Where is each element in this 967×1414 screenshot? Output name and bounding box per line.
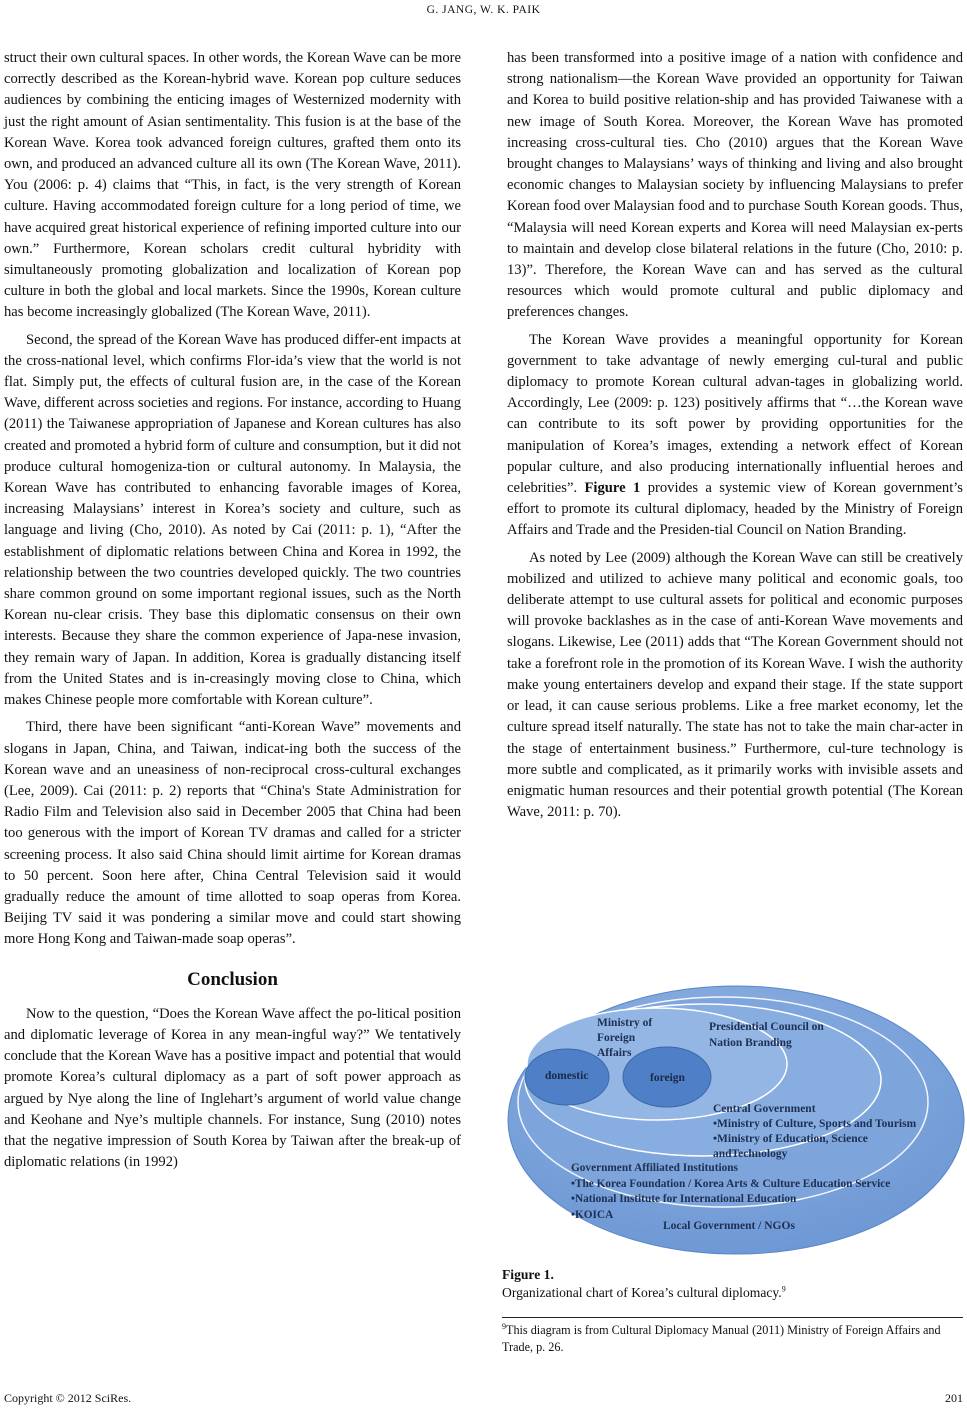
label-ministry-line3: Affairs	[597, 1047, 632, 1059]
footnote-mark: 9	[502, 1321, 506, 1331]
footnote	[502, 1322, 962, 1356]
label-local-government: Local Government / NGOs	[663, 1220, 795, 1232]
paragraph: Now to the question, “Does the Korean Wave affect the po-litical position and diplomatic leverage of Korea in any mean-ingful way?” We tentatively conclude that the Korean Wave has a positive impact and potential that would promote Korea’s cultural diplomacy as a part of soft power approach as argued by Nye along the line of Inglehart’s argument of world value change and Keohane and Nye’s multiple channels. For instance, Sung (2010) notes that the negative impression of South Korea by Taiwan after the break-up of diplomatic relations (in 1992)	[4, 1005, 461, 1171]
paragraph-text: provides a systemic view of Korean government’s effort to promote its cultural diplomacy, headed by the Ministry of Foreign Affairs and Trade and the Presiden-tial Council on Nation Branding.	[507, 480, 963, 539]
label-central-government	[713, 1102, 916, 1162]
paragraph: struct their own cultural spaces. In other words, the Korean Wave can be more correctly described as the Korean-hybrid wave. Korean pop culture seduces audiences by combining the enticing images of Westernized modernity with just the right amount of Asian sentimentality. This fusion is at the base of the Korean Wave. Korea took advanced foreign cultures, grafted them onto its own, and produced an advanced culture all its own (The Korean Wave, 2011). You (2006: p. 4) claims that “This, in fact, is the very strength of Korean culture. Having accommodated foreign culture for a long period of time, we have acquired great historical experience of refining imported culture into our own.” Furthermore, Korean scholars credit cultural hybridity with simultaneously promoting globalization and localization of Korean pop culture in both the global and local markets. Since the 1990s, Korean culture has become increasingly globalized (The Korean Wave, 2011).	[4, 50, 461, 321]
right-column	[507, 48, 963, 823]
caption-text-line	[502, 1284, 962, 1302]
footnote-divider	[502, 1317, 963, 1318]
label-domestic: domestic	[545, 1070, 589, 1082]
label-ministry-line1: Ministry of	[597, 1017, 653, 1029]
central-item: •Ministry of Culture, Sports and Tourism	[713, 1118, 917, 1130]
copyright: Copyright © 2012 SciRes.	[4, 1391, 132, 1405]
caption-title: Figure 1.	[502, 1267, 554, 1282]
affiliated-title: Government Affiliated Institutions	[571, 1162, 738, 1174]
paragraph	[507, 330, 963, 542]
caption-note-mark: 9	[781, 1284, 786, 1294]
figure-reference: Figure 1	[584, 480, 641, 497]
section-heading: Conclusion	[187, 968, 278, 990]
page-footer	[4, 1391, 963, 1406]
paragraph: has been transformed into a positive image of a nation with confidence and strong nationalism—the Korean Wave provided an opportunity for Taiwan and Korea to build positive relation-ship and has provided Taiwanese with a new image of South Korea. Moreover, the Korean Wave has promoted increasing cross-cultural ties. Cho (2010) argues that the Korean Wave brought changes to Malaysians’ ways of thinking and living and also brought economic changes to Malaysian society by influencing Malaysians to prefer Korean food over Malaysian food and to purchase South Korean goods. Thus, “Malaysia will need Korean experts and Korea will need Malaysian ex-perts to maintain and develop close bilateral relations in the future (Cho, 2010: p. 13)”. Therefore, the Korean Wave can and has served as the cultural resources which would promote cultural and public diplomacy and preferences changes.	[507, 50, 963, 321]
caption-text: Organizational chart of Korea’s cultural diplomacy.	[502, 1285, 782, 1300]
central-item: andTechnology	[713, 1148, 788, 1160]
label-council-line2: Nation Branding	[709, 1037, 792, 1049]
footnote-text: This diagram is from Cultural Diplomacy Manual (2011) Ministry of Foreign Affairs and Trade, p. 26.	[502, 1323, 941, 1354]
paragraph-text: The Korean Wave provides a meaningful opportunity for Korean government to take advantage of newly emerging cul-tural and public diplomacy to promote Korean cultural advan-tages in globalizing world. Accordingly, Lee (2009: p. 123) positively affirms that “…the Korean wave can contribute to its soft power by providing opportunities for the manipulation of Korea’s images, extending a network effect of Korean popular culture, and also producing internationally influential heroes and celebrities”.	[507, 331, 963, 497]
paragraph: As noted by Lee (2009) although the Korean Wave can still be creatively mobilized and utilized to achieve many political and economic goals, too deliberate attempt to use cultural assets for political and economic purposes will provoke backlashes as in the case of anti-Korean Wave movements and slogans. Likewise, Lee (2011) adds that “The Korean Government should not take a forefront role in the promotion of its Korean Wave. I wish the authority make young entertainers develop and expand their stage. If the state support or lead, it can cause serious problems. Like a free market economy, let the culture spread itself naturally. The state has not to take the main char-acter in the stage of entertainment business.” Furthermore, cul-ture technology is more subtle and complicated, as it primarily works with invisible assets and enigmatic human resources and their potential growth potential (The Korean Wave, 2011: p. 70).	[507, 549, 963, 821]
affiliated-item: •The Korea Foundation / Korea Arts & Culture Education Service	[571, 1177, 891, 1190]
paragraph: Third, there have been significant “anti-Korean Wave” movements and slogans in Japan, China, and Taiwan, indicat-ing both the success of the Korean wave and an uneasiness of non-reciprocal cross-cultural exchanges (Lee, 2009). Cai (2011: p. 2) reports that “China's State Administration for Radio Film and Television also said in December 2005 that China had been too generous with the import of Korean TV dramas and called for a stricter screening process. It also said China should limit airtime for Korean dramas to 50 percent. Soon here after, China Central Television said it would gradually reduce the amount of time allotted to soap operas from Korea. Beijing TV said it was pondering a similar move and could start showing more Hong Kong and Taiwan-made soap operas”.	[4, 719, 461, 948]
label-foreign: foreign	[650, 1072, 685, 1084]
label-ministry	[597, 1016, 652, 1061]
affiliated-item: •National Institute for International Education	[571, 1193, 797, 1205]
label-council	[709, 1019, 824, 1051]
figure-1-diagram	[507, 984, 965, 1256]
label-council-line1: Presidential Council on	[709, 1021, 824, 1033]
label-affiliated-institutions	[571, 1161, 890, 1223]
page-number: 201	[945, 1391, 963, 1405]
running-head: G. JANG, W. K. PAIK	[426, 4, 541, 16]
figure-caption	[502, 1266, 962, 1302]
paragraph: Second, the spread of the Korean Wave has produced differ-ent impacts at the cross-national level, which confirms Flor-ida’s view that the world is not flat. Simply put, the effects of cultural fusion are, in the case of the Korean Wave, different across societies and regions. For instance, according to Huang (2011) the Taiwanese appropriation of Japanese and Korean cultures has also created and promoted a hybrid form of culture and consumption, but it did not produce cultural homogeniza-tion or cultural autonomy. In Malaysia, the Korean Wave has contributed to enhancing favorable images of Korea, increasing Malaysians’ interest in Korea’s society and culture, such as language and living (Cho, 2010). As noted by Cai (2011: p. 1), “After the establishment of diplomatic relations between China and Korea in 1992, the relationship between the two countries developed quickly. The two countries share common ground on some important regional issues, such as the North Korean nu-clear crisis. They base this diplomatic consensus on their own interests. Because they share the common experience of Japa-nese invasion, they remain wary of Japan. In addition, Korea is gradually distancing itself from the United States and is in-creasingly moving close to China, which makes Chinese people more comfortable with Korean culture”.	[4, 331, 461, 709]
affiliated-item: •KOICA	[571, 1208, 614, 1221]
left-column	[4, 48, 461, 1173]
central-item: •Ministry of Education, Science	[713, 1133, 868, 1145]
label-ministry-line2: Foreign	[597, 1032, 636, 1044]
central-title: Central Government	[713, 1103, 816, 1115]
